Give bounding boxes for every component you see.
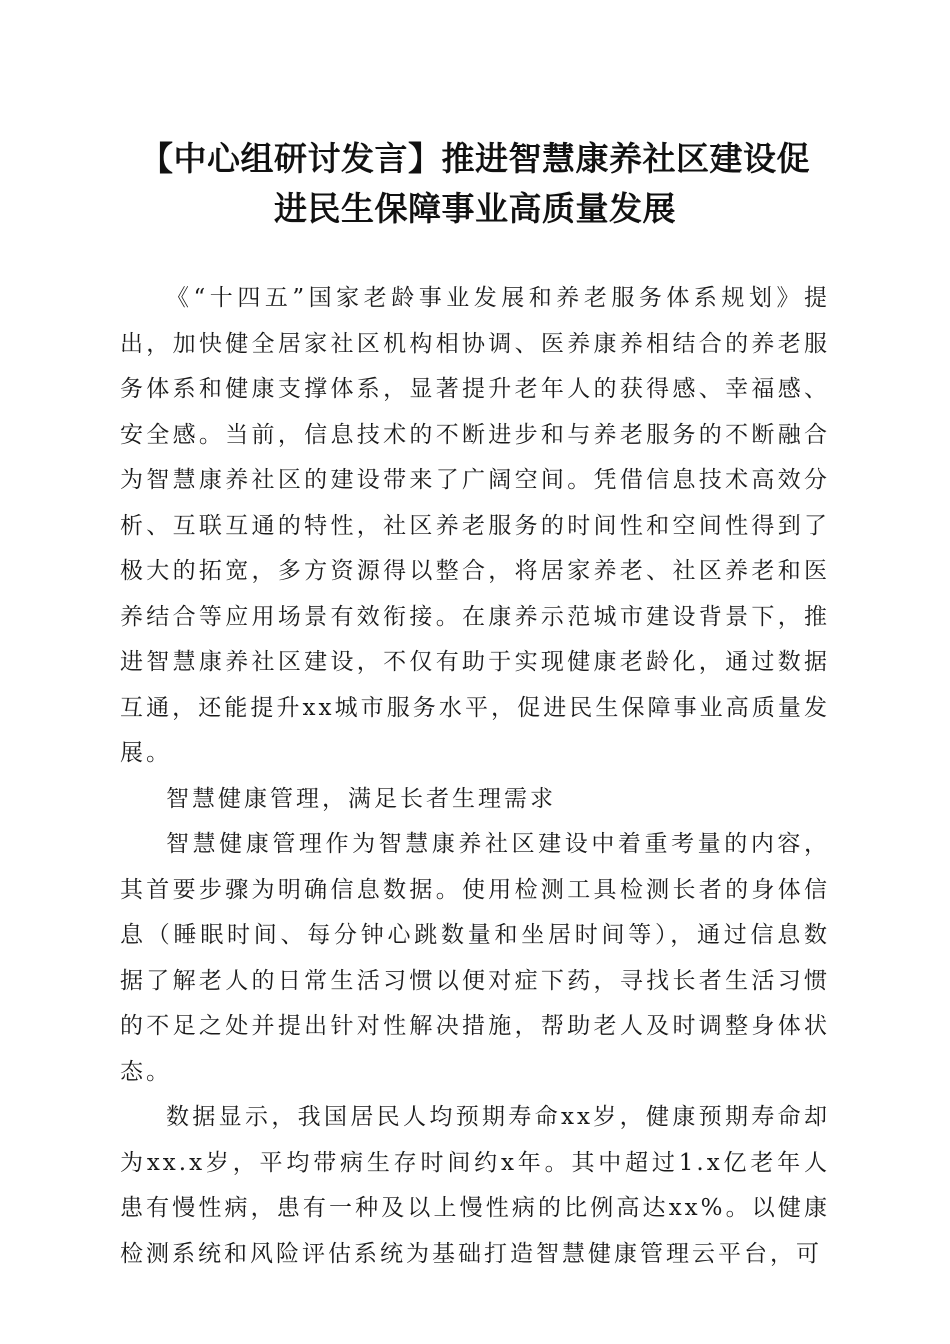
document-body [120,276,830,1277]
section-heading: 智慧健康管理，满足长者生理需求 [166,785,556,812]
title-line-1: 【中心组研讨发言】推进智慧康养社区建设促 [140,139,810,178]
document-title [118,134,832,234]
paragraph-intro: 《“十四五”国家老龄事业发展和养老服务体系规划》提出，加快健全居家社区机构相协调、医养康养相结合的养老服务体系和健康支撑体系，显著提升老年人的获得感、幸福感、安全感。当前，信息技术的不断进步和与养老服务的不断融合为智慧康养社区的建设带来了广阔空间。凭借信息技术高效分析、互联互通的特性，社区养老服务的时间性和空间性得到了极大的拓宽，多方资源得以整合，将居家养老、社区养老和医养结合等应用场景有效衔接。在康养示范城市建设背景下，推进智慧康养社区建设，不仅有助于实现健康老龄化，通过数据互通，还能提升xx城市服务水平，促进民生保障事业高质量发展。 [120,285,830,766]
paragraph-health-management: 智慧健康管理作为智慧康养社区建设中着重考量的内容，其首要步骤为明确信息数据。使用检测工具检测长者的身体信息（睡眠时间、每分钟心跳数量和坐居时间等），通过信息数据了解老人的日常生活习惯以便对症下药，寻找长者生活习惯的不足之处并提出针对性解决措施，帮助老人及时调整身体状态。 [120,831,830,1085]
paragraph-statistics: 数据显示，我国居民人均预期寿命xx岁，健康预期寿命却为xx.x岁，平均带病生存时间约x年。其中超过1.x亿老年人患有慢性病，患有一种及以上慢性病的比例高达xx%。以健康检测系统和风险评估系统为基础打造智慧健康管理云平台，可 [120,1104,830,1267]
title-line-2: 进民生保障事业高质量发展 [274,189,676,228]
